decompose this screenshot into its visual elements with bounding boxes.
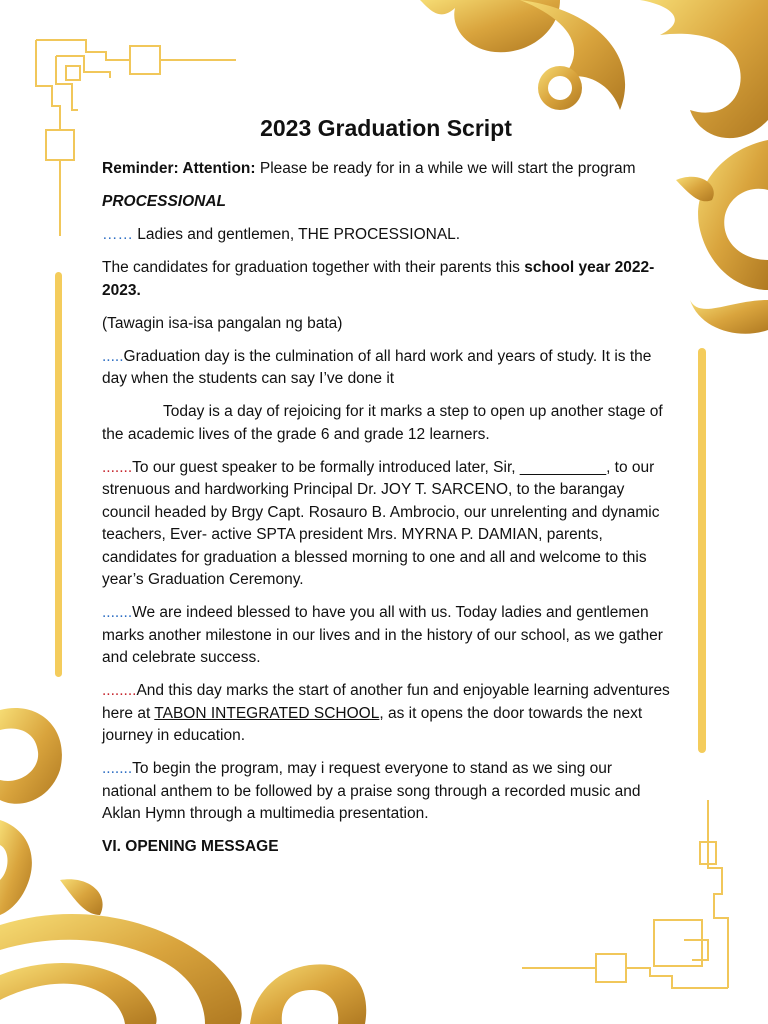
- ellipsis-marker: .......: [102, 458, 133, 476]
- paragraph-anthem: [102, 758, 670, 826]
- paragraph-graduation-day: [102, 346, 670, 391]
- paragraph-note: (Tawagin isa-isa pangalan ng bata): [102, 314, 343, 332]
- script-body: [102, 112, 670, 869]
- paragraph-rejoicing: Today is a day of rejoicing for it marks a step to open up another stage of the academic lives of the grade 6 and grade 12 learners.: [102, 403, 663, 443]
- paragraph-candidates: [102, 257, 670, 302]
- right-gold-bar: [698, 348, 706, 753]
- page-title: 2023 Graduation Script: [260, 115, 512, 141]
- paragraph-text: We are indeed blessed to have you all with us. Today ladies and gentlemen marks another milestone in our lives and in the history of our school, as we gather and celebrate success.: [102, 604, 663, 666]
- paragraph-text: To begin the program, may i request everyone to stand as we sing our national anthem to be followed by a praise song through a recorded music and Aklan Hymn through a multimedia presentation.: [102, 760, 641, 822]
- paragraph-greetings: [102, 457, 670, 592]
- ellipsis-marker: .......: [102, 760, 133, 777]
- paragraph-text: And this day marks the start of another fun and enjoyable learning adventures here at: [102, 682, 670, 722]
- paragraph-text: The candidates for graduation together with their parents this: [102, 259, 525, 276]
- paragraph-blessed: [102, 602, 670, 670]
- reminder-label: Reminder: Attention:: [102, 160, 256, 177]
- processional-heading: PROCESSIONAL: [102, 193, 227, 210]
- paragraph-text: Graduation day is the culmination of all hard work and years of study. It is the day when the students can say I’ve done it: [102, 347, 652, 387]
- ellipsis-marker: .....: [102, 347, 124, 365]
- paragraph-text: , as it opens the door towards the next journey in education.: [102, 704, 643, 744]
- ellipsis-marker: ……: [102, 226, 133, 243]
- paragraph-adventures: [102, 680, 670, 748]
- paragraph-processional: [102, 224, 670, 247]
- left-gold-bar: [55, 272, 62, 677]
- school-year-text: school year 2022-2023.: [102, 259, 655, 299]
- reminder-text: Please be ready for in a while we will start the program: [255, 160, 636, 177]
- ellipsis-marker: .......: [102, 604, 133, 621]
- reminder-paragraph: [102, 158, 670, 181]
- paragraph-text: To our guest speaker to be formally introduced later, Sir, __________, to our strenuous and hardworking Principal Dr. JOY T. SARCENO, to the barangay council headed by Brgy Capt. Rosauro B. Ambrocio, our unrelenting and dynamic teachers, Ever- active SPTA president Mrs. MYRNA P. DAMIAN, parents, candidates for graduation a blessed morning to one and all and welcome to this year’s Graduation Ceremony.: [102, 458, 660, 588]
- ellipsis-marker: ........: [102, 682, 137, 699]
- section-heading: VI. OPENING MESSAGE: [102, 838, 279, 855]
- paragraph-text: Ladies and gentlemen, THE PROCESSIONAL.: [133, 226, 461, 243]
- school-name: TABON INTEGRATED SCHOOL: [154, 704, 380, 722]
